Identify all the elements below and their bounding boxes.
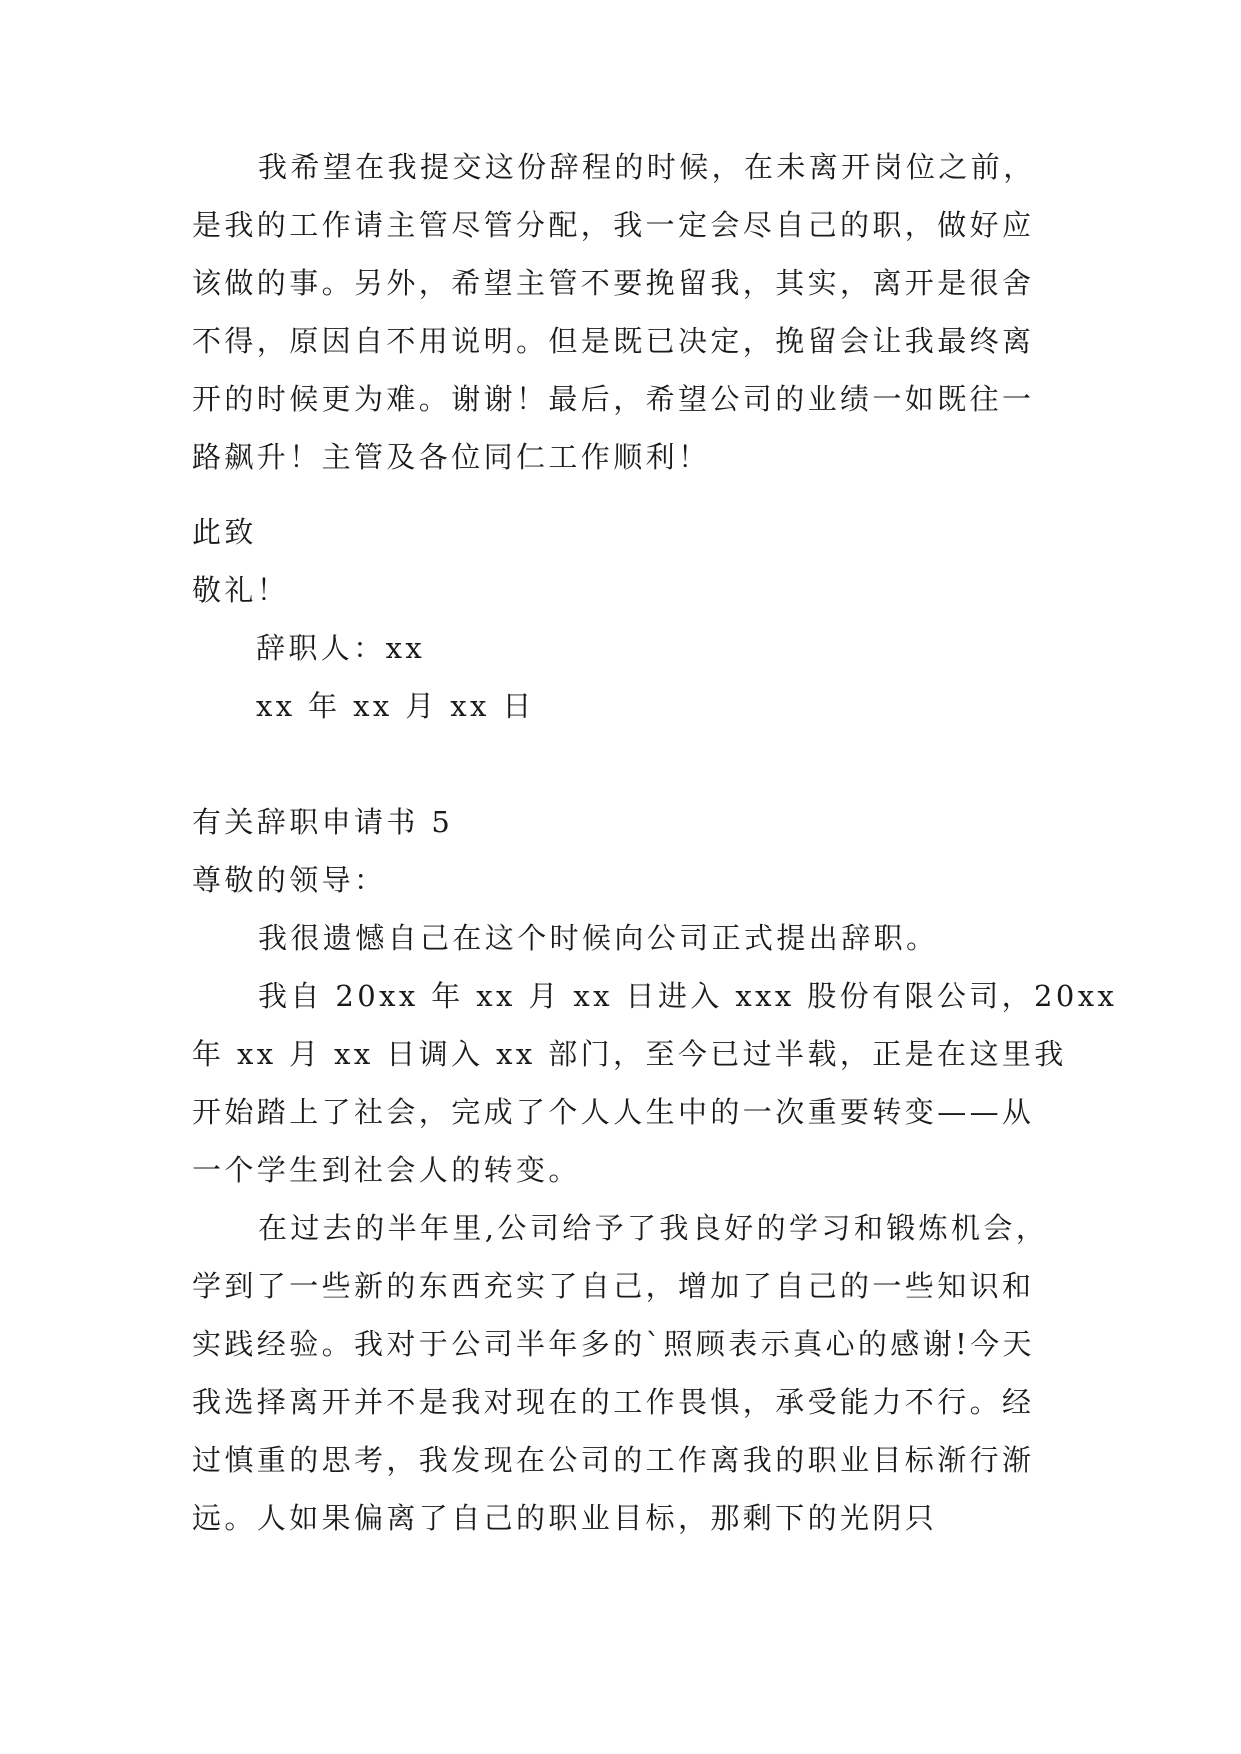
text-line: 我希望在我提交这份辞程的时候，在未离开岗位之前， [258,150,1036,184]
text-line: 是我的工作请主管尽管分配，我一定会尽自己的职，做好应 [192,208,1035,242]
text-line: 在过去的半年里,公司给予了我良好的学习和锻炼机会， [258,1211,1049,1245]
text-line: 远。人如果偏离了自己的职业目标，那剩下的光阴只 [192,1501,938,1535]
section-title: 有关辞职申请书 5 [192,805,454,839]
text-line: 不得，原因自不用说明。但是既已决定，挽留会让我最终离 [192,324,1035,358]
closing-line-2: 敬礼！ [192,573,290,607]
text-line: 过慎重的思考，我发现在公司的工作离我的职业目标渐行渐 [192,1443,1035,1477]
text-line: 我自 20xx 年 xx 月 xx 日进入 xxx 股份有限公司，20xx [258,979,1118,1013]
closing-block [192,503,1062,735]
text-line: 开的时候更为难。谢谢！最后，希望公司的业绩一如既往一 [192,382,1035,416]
text-line: 学到了一些新的东西充实了自己，增加了自己的一些知识和 [192,1269,1035,1303]
paragraph-resignation-statement: 我很遗憾自己在这个时候向公司正式提出辞职。 [258,921,939,955]
text-line: 路飙升！主管及各位同仁工作顺利！ [192,440,711,474]
text-line: 我选择离开并不是我对现在的工作畏惧，承受能力不行。经 [192,1385,1035,1419]
text-line: 实践经验。我对于公司半年多的`照顾表示真心的感谢!今天 [192,1327,1035,1361]
closing-line-1: 此致 [192,515,257,549]
paragraph-employment-history [192,967,1118,1199]
text-line: 一个学生到社会人的转变。 [192,1153,581,1187]
date-line: xx 年 xx 月 xx 日 [256,689,535,723]
paragraph-closing-remarks [192,138,1062,486]
salutation: 尊敬的领导： [192,863,387,897]
text-line: 开始踏上了社会，完成了个人人生中的一次重要转变——从 [192,1095,1035,1129]
text-line: 该做的事。另外，希望主管不要挽留我，其实，离开是很舍 [192,266,1035,300]
section-heading-block [192,793,1062,967]
text-line: 年 xx 月 xx 日调入 xx 部门，至今已过半载，正是在这里我 [192,1037,1067,1071]
signature-line: 辞职人：xx [256,631,426,665]
paragraph-reasons [192,1199,1062,1547]
